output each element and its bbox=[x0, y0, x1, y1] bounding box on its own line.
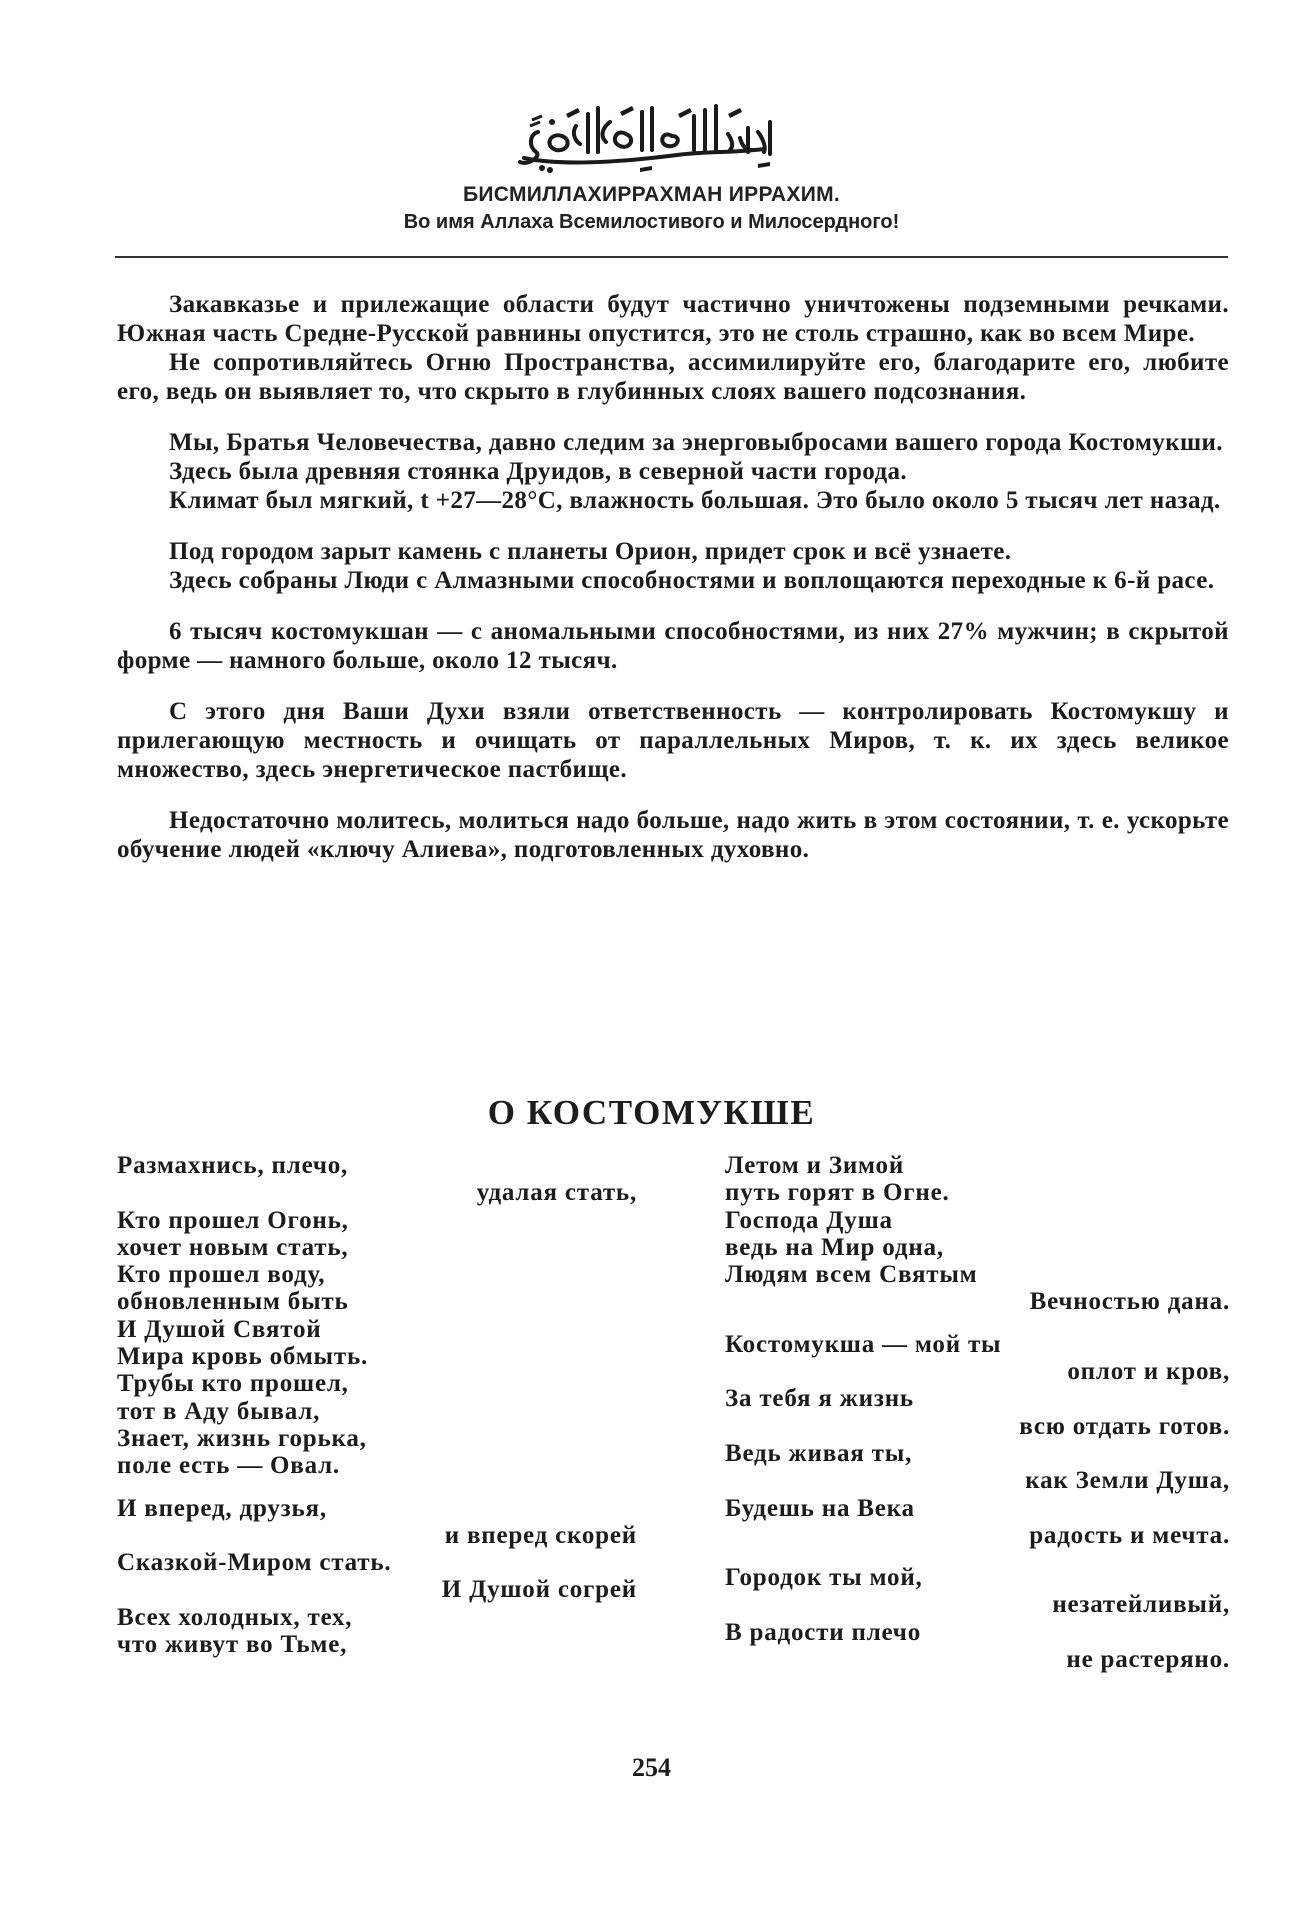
poem-line: Людям всем Святым bbox=[725, 1261, 978, 1289]
poem-right-column bbox=[725, 1152, 1230, 1673]
stanza bbox=[725, 1331, 1230, 1549]
poem-line: оплот и кров, bbox=[1067, 1358, 1230, 1386]
poem-line: Ведь живая ты, bbox=[725, 1439, 913, 1467]
poem-line: Господа Душа bbox=[725, 1206, 893, 1234]
basmala-calligraphy bbox=[0, 92, 1303, 192]
poem-line: Мира кровь обмыть. bbox=[117, 1343, 369, 1371]
poem-line: Кто прошел Огонь, bbox=[117, 1206, 349, 1234]
poem-line: обновленным быть bbox=[117, 1288, 349, 1316]
poem-line: поле есть — Овал. bbox=[117, 1452, 340, 1480]
poem-line: Летом и Зимой bbox=[725, 1152, 905, 1179]
poem-line: путь горят в Огне. bbox=[725, 1179, 950, 1207]
stanza bbox=[725, 1152, 1230, 1316]
poem-line: незатейливый, bbox=[1052, 1591, 1230, 1619]
poem-line: Трубы кто прошел, bbox=[117, 1370, 349, 1398]
poem-line: удалая стать, bbox=[476, 1179, 637, 1207]
poem-line: всю отдать готов. bbox=[1019, 1412, 1230, 1440]
paragraph: Мы, Братья Человечества, давно следим за энерговыбросами вашего города Костомукши. bbox=[169, 429, 1223, 456]
paragraph: Климат был мягкий, t +27—28°С, влажность большая. Это было около 5 тысяч лет назад. bbox=[169, 487, 1221, 514]
poem-line: радость и мечта. bbox=[1029, 1521, 1230, 1549]
poem-line: За тебя я жизнь bbox=[725, 1385, 914, 1413]
poem-line: тот в Аду бывал, bbox=[117, 1397, 321, 1425]
header-subtitle: Во имя Аллаха Всемилостивого и Милосердного! bbox=[403, 211, 900, 233]
header-title: БИСМИЛЛАХИРРАХМАН ИРРАХИМ. bbox=[462, 183, 841, 206]
paragraph: Под городом зарыт камень с планеты Орион, придет срок и всё узнаете. bbox=[169, 538, 1012, 565]
poem-line: Сказкой-Миром стать. bbox=[117, 1549, 392, 1577]
paragraph: С этого дня Ваши Духи взяли ответственность — контролировать Костомукшу и прилегающую местность и очищать от параллельных Миров, т. к. их здесь великое множество, здесь энергетическое пастбище. bbox=[117, 698, 1229, 783]
poem-line: Знает, жизнь горька, bbox=[117, 1424, 367, 1452]
page-number: 254 bbox=[632, 1753, 671, 1782]
poem-line: И Душой согрей bbox=[441, 1576, 637, 1604]
poem-line: Будешь на Века bbox=[725, 1494, 915, 1522]
stanza bbox=[725, 1564, 1230, 1673]
poem-line: И вперед, друзья, bbox=[117, 1494, 327, 1522]
poem-line: ведь на Мир одна, bbox=[725, 1233, 944, 1261]
paragraph: 6 тысяч костомукшан — с аномальными способностями, из них 27% мужчин; в скрытой форме — намного больше, около 12 тысяч. bbox=[117, 618, 1229, 674]
poem-title: О КОСТОМУКШЕ bbox=[487, 1093, 816, 1132]
poem-left-column bbox=[117, 1152, 637, 1658]
paragraph: Не сопротивляйтесь Огню Пространства, ассимилируйте его, благодарите его, любите его, ведь он выявляет то, что скрыто в глубинных слоях вашего подсознания. bbox=[117, 349, 1229, 405]
stanza bbox=[117, 1495, 637, 1659]
poem-line: Вечностью дана. bbox=[1029, 1288, 1230, 1316]
poem-line: как Земли Душа, bbox=[1025, 1467, 1230, 1495]
poem-line: Кто прошел воду, bbox=[117, 1261, 326, 1289]
poem-line: Костомукша — мой ты bbox=[725, 1330, 1002, 1358]
poem-line: Размахнись, плечо, bbox=[117, 1152, 349, 1179]
body-text bbox=[117, 290, 1229, 864]
poem-line: Всех холодных, тех, bbox=[117, 1603, 353, 1631]
poem-line: не растеряно. bbox=[1066, 1646, 1230, 1674]
stanza bbox=[117, 1152, 637, 1480]
paragraph: Закавказье и прилежащие области будут частично уничтожены подземными речками. Южная часть Средне-Русской равнины опустится, это не столь страшно, как во всем Мире. bbox=[117, 291, 1229, 347]
paragraph: Недостаточно молитесь, молиться надо больше, надо жить в этом состоянии, т. е. ускорьте обучение людей «ключу Алиева», подготовленных духовно. bbox=[117, 807, 1229, 863]
poem-line: что живут во Тьме, bbox=[117, 1631, 348, 1659]
basmala-calligraphy-image bbox=[502, 92, 802, 182]
poem-line: и вперед скорей bbox=[444, 1521, 637, 1549]
poem-line: И Душой Святой bbox=[117, 1315, 322, 1343]
paragraph: Здесь собраны Люди с Алмазными способностями и воплощаются переходные к 6-й расе. bbox=[169, 567, 1215, 594]
poem-line: хочет новым стать, bbox=[117, 1233, 349, 1261]
poem-line: В радости плечо bbox=[725, 1618, 922, 1646]
poem-line: Городок ты мой, bbox=[725, 1564, 923, 1592]
header-divider bbox=[115, 256, 1228, 258]
paragraph: Здесь была древняя стоянка Друидов, в северной части города. bbox=[169, 458, 908, 485]
